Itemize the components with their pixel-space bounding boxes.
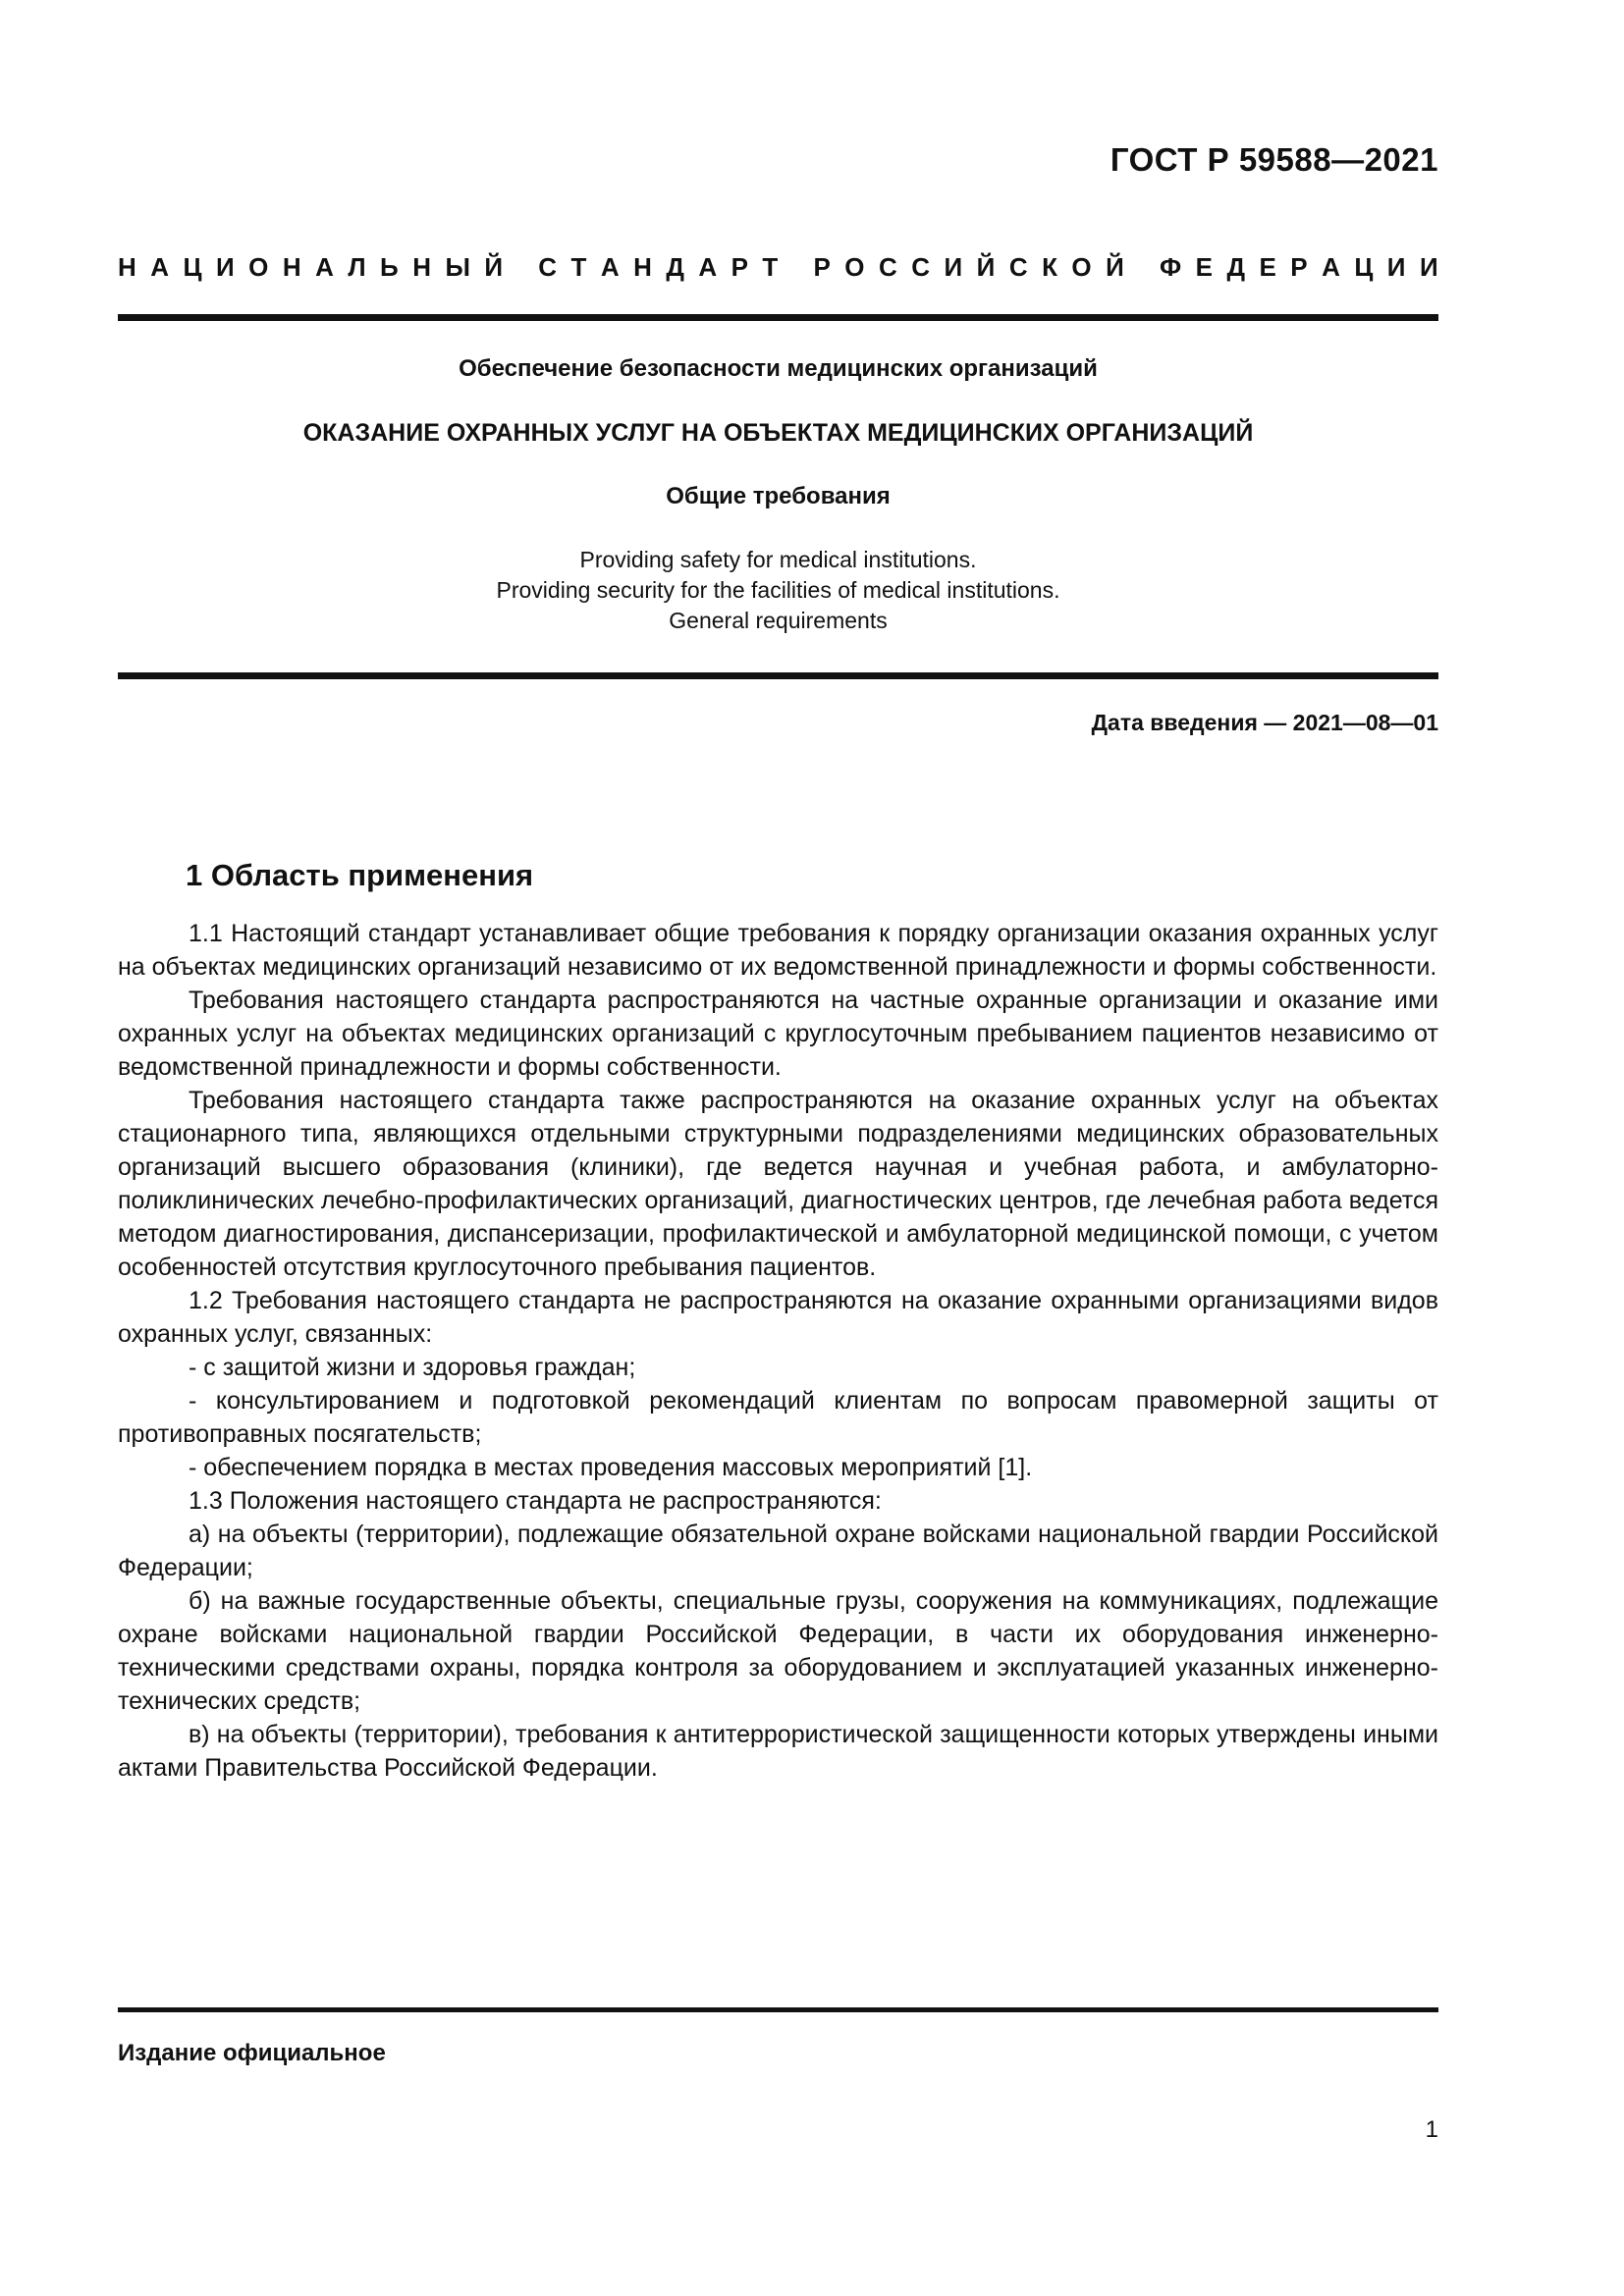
subject-title: Обеспечение безопасности медицинских организаций (459, 355, 1098, 382)
title-letter: О (1071, 252, 1092, 282)
title-letter: С (1008, 252, 1028, 282)
title-letter: Л (348, 252, 366, 282)
title-letter: И (215, 252, 235, 282)
title-letter: О (844, 252, 865, 282)
title-divider (118, 672, 1438, 679)
document-page (118, 0, 1438, 2296)
english-title-line: Providing safety for medical institutions. (579, 547, 977, 572)
title-letter: Т (762, 252, 779, 282)
paragraph: 1.3 Положения настоящего стандарта не распространяются: (189, 1487, 882, 1515)
title-letter: Р (813, 252, 831, 282)
list-item: а) на объекты (территории), подлежащие обязательной охране войсками национальной гвардии Российской Федерации; (118, 1521, 1438, 1581)
english-title-line: Providing security for the facilities of medical institutions. (496, 577, 1060, 603)
section-body (118, 917, 1438, 1785)
title-letter: Р (1290, 252, 1308, 282)
title-letter: Ц (183, 252, 202, 282)
title-letter: Е (1195, 252, 1213, 282)
page-number: 1 (1425, 2116, 1438, 2143)
title-letter: С (879, 252, 897, 282)
title-letter: Н (282, 252, 301, 282)
title-letter: С (538, 252, 558, 282)
title-letter: Й (484, 252, 504, 282)
paragraph: Требования настоящего стандарта также распространяются на оказание охранных услуг на объектах стационарного типа, являющихся отдельными структурными подразделениями медицинских образовательных организаций высшего образования (клиники), где ведется научная и учебная работа, и амбулаторно-поликлинических лечебно-профилактических организаций, диагностических центров, где лечебная работа ведется методом диагностирования, диспансеризации, профилактической и амбулаторной медицинской помощи, с учетом особенностей отсутствия круглосуточного пребывания пациентов. (118, 1087, 1438, 1281)
title-letter: Р (731, 252, 748, 282)
title-letter: А (1322, 252, 1340, 282)
title-letter: Д (1226, 252, 1245, 282)
title-letter: И (1419, 252, 1438, 282)
sub-title: Общие требования (666, 483, 891, 509)
section-heading: 1 Область применения (186, 858, 534, 892)
title-letter: К (1042, 252, 1057, 282)
title-letter: Ы (445, 252, 470, 282)
introduction-date: Дата введения — 2021—08—01 (1091, 710, 1438, 735)
footer-divider (118, 2007, 1438, 2012)
title-letter: Й (976, 252, 996, 282)
title-letter: И (944, 252, 963, 282)
title-letter: А (150, 252, 170, 282)
edition-label: Издание официальное (118, 2040, 386, 2066)
title-letter: А (698, 252, 718, 282)
title-letter: А (600, 252, 620, 282)
paragraph: 1.1 Настоящий стандарт устанавливает общие требования к порядку организации оказания охранных услуг на объектах медицинских организаций независимо от их ведомственной принадлежности и формы собственности. (118, 920, 1438, 981)
standard-number: ГОСТ Р 59588—2021 (1110, 141, 1438, 178)
title-letter: Н (118, 252, 136, 282)
title-space (517, 252, 524, 283)
title-letter: О (248, 252, 269, 282)
main-title: ОКАЗАНИЕ ОХРАННЫХ УСЛУГ НА ОБЪЕКТАХ МЕДИЦИНСКИХ ОРГАНИЗАЦИЙ (302, 419, 1254, 447)
english-title-line: General requirements (669, 608, 888, 633)
title-letter: Д (666, 252, 684, 282)
title-letter: Е (1259, 252, 1276, 282)
title-letter: Н (633, 252, 652, 282)
title-letter: Ф (1159, 252, 1182, 282)
list-item: - с защитой жизни и здоровья граждан; (189, 1354, 636, 1381)
english-title (118, 545, 1438, 636)
list-item: - обеспечением порядка в местах проведения массовых мероприятий [1]. (189, 1454, 1033, 1481)
top-divider (118, 314, 1438, 321)
title-letter: Ь (380, 252, 399, 282)
paragraph: Требования настоящего стандарта распространяются на частные охранные организации и оказание ими охранных услуг на объектах медицинских организаций с круглосуточным пребыванием пациентов независимо от ведомственной принадлежности и формы собственности. (118, 987, 1438, 1081)
title-letter: А (315, 252, 334, 282)
list-item: в) на объекты (территории), требования к антитеррористической защищенности которых утверждены иными актами Правительства Российской Федерации. (118, 1721, 1438, 1782)
national-standard-title (118, 252, 1438, 283)
title-letter: И (1386, 252, 1406, 282)
title-letter: С (911, 252, 931, 282)
title-space (792, 252, 799, 283)
title-letter: Й (1106, 252, 1124, 282)
title-space (1138, 252, 1145, 283)
title-letter: Ц (1354, 252, 1374, 282)
list-item: - консультированием и подготовкой рекомендаций клиентам по вопросам правомерной защиты от противоправных посягательств; (118, 1387, 1438, 1448)
title-letter: Т (570, 252, 587, 282)
list-item: б) на важные государственные объекты, специальные грузы, сооружения на коммуникациях, подлежащие охране войсками национальной гвардии Российской Федерации, в части их оборудования инженерно-техническими средствами охраны, порядка контроля за оборудованием и эксплуатацией указанных инженерно-технических средств; (118, 1587, 1438, 1715)
title-letter: Н (412, 252, 431, 282)
paragraph: 1.2 Требования настоящего стандарта не распространяются на оказание охранными организациями видов охранных услуг, связанных: (118, 1287, 1438, 1348)
